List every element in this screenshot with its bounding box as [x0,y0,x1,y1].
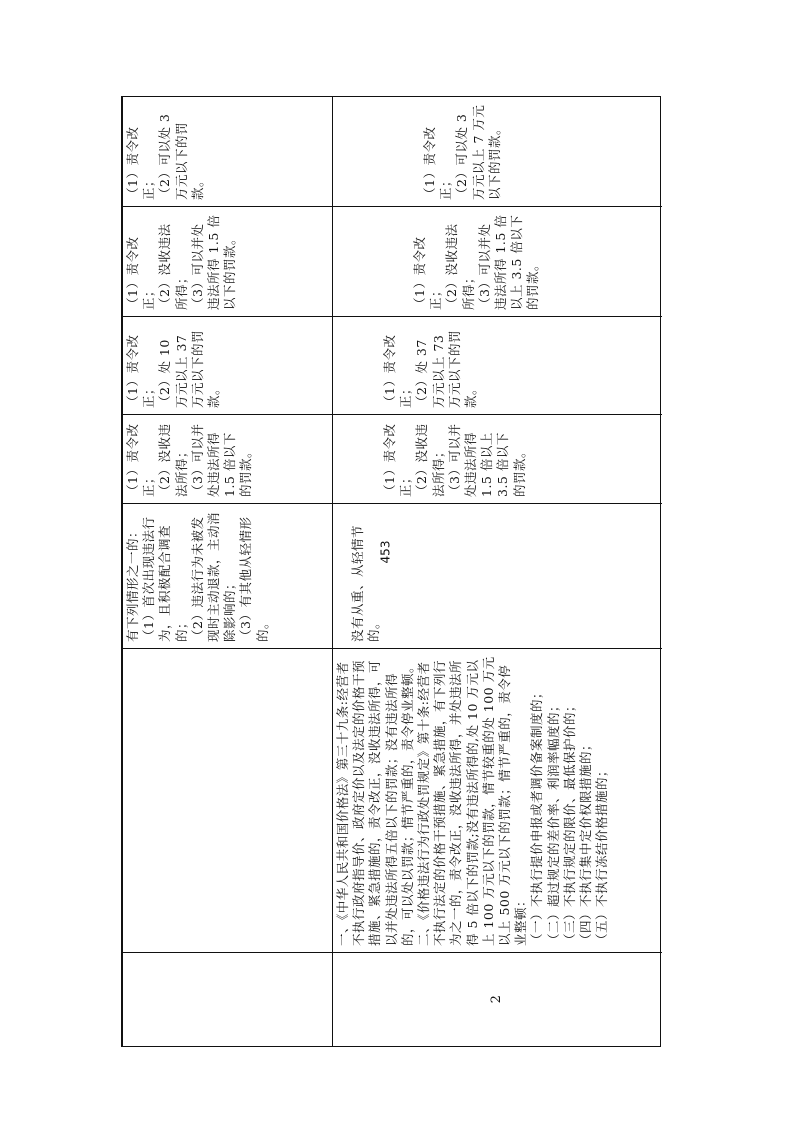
text-line: （2）没收违法所得； [157,423,189,497]
basis-cell-row2 [332,648,662,952]
level1-text-row1 [122,414,332,503]
level1-cell-row1 [122,414,332,503]
level4-cell-row1 [122,97,332,206]
circumstance-text-row2 [332,503,662,648]
text-line: （2）违法行为未被发现时主动退款，主动消除影响的； [189,511,238,642]
text-line: （2）没收违法所得； [157,223,189,310]
circumstance-cell-row2 [332,503,662,648]
text-line: （1）责令改正； [125,236,157,310]
level4-cell-row2 [332,97,662,206]
level4-text-row2 [332,97,662,206]
basis-text-row2 [332,648,662,952]
level2-text-row1 [122,316,332,414]
text-line: （3）可以并处违法所得 1.5 倍以上 3.5 倍以下的罚款。 [446,423,527,497]
level3-cell-row1 [122,206,332,316]
text-line: （1）责令改正； [382,334,414,408]
text-line: （2）处 10 万元以上 37 万元以下的罚款。 [157,329,222,408]
text-line: （1）责令改正； [412,236,444,310]
text-line: （1）责令改正； [422,126,454,200]
text-line: （1）首次出现违法行为，且积极配合调查的； [141,516,189,642]
text-line: （1）责令改正； [125,334,157,408]
level4-text-row1 [122,97,332,206]
text-line: （五）不执行冻结价格措施的； [594,763,610,946]
level1-cell-row2 [332,414,662,503]
text-line: （一）不执行提价申报或者调价备案制度的； [529,685,545,946]
text-line: （1）责令改正； [382,423,414,497]
text-line: （2）没收违法所得； [444,223,476,310]
text-line: 一、《中华人民共和国价格法》第三十九条:经营者不执行政府指导价、政府定价以及法定的价格干预措施、紧急措施的，责令改正，没收违法所得，可以并处违法所得五倍以下的罚款；没有违法所得的，可以处以罚款；情节严重的，责令停业整顿。 [335,659,415,946]
text-line: 有下列情形之一的： [125,524,140,642]
text-line: （1）责令改正； [125,423,157,497]
page-number: 453 [378,540,393,564]
text-line: （3）可以并处违法所得 1.5 倍以上 3.5 倍以下的罚款。 [476,214,541,310]
level2-cell-row1 [122,316,332,414]
text-line: （1）责令改正； [125,126,157,200]
text-line: （三）不执行规定的限价、最低保护价的； [561,698,577,946]
circumstance-text-row1 [122,503,332,648]
circumstance-cell-row1 [122,503,332,648]
text-line: （2）可以处 3 万元以上 7 万元以下的罚款。 [454,104,502,200]
text-line: 没有从重、从轻情节的。 [350,524,382,642]
text-line: （四）不执行集中定价权限措施的； [578,737,594,946]
text-line: （3）可以并处违法所得 1.5 倍以下的罚款。 [189,423,254,497]
text-line: （3）有其他从轻情形的。 [238,516,270,642]
text-line: （3）可以并处违法所得 1.5 倍以下的罚款。 [189,214,238,310]
level2-text-row2 [332,316,662,414]
level3-text-row2 [332,206,662,316]
text-line: 二、《价格违法行为行政处罚规定》第十条:经营者不执行法定的价格干预措施、紧急措施，有下列行为之一的，责令改正，没收违法所得，并处违法所得 5 倍以下的罚款;没有违法所得的,处 10 万元以上 100 万元以下的罚款，情节较重的处 100 万元以上 500 万元以下的罚款；情节严重的，责令停业整顿： [416,656,529,946]
level3-text-row1 [122,206,332,316]
row-number: 2 [488,994,504,1004]
level1-text-row2 [332,414,662,503]
text-line: （2）处 37 万元以上 73 万元以下的罚款。 [414,329,479,408]
penalty-standard-table [121,96,661,1047]
level2-cell-row2 [332,316,662,414]
level3-cell-row2 [332,206,662,316]
row-number-cell [332,952,662,1046]
text-line: （2）可以处 3 万元以下的罚款。 [157,109,205,200]
text-line: （2）没收违法所得； [414,423,446,497]
text-line: （二）超过规定的差价率、利润率幅度的； [545,698,561,946]
